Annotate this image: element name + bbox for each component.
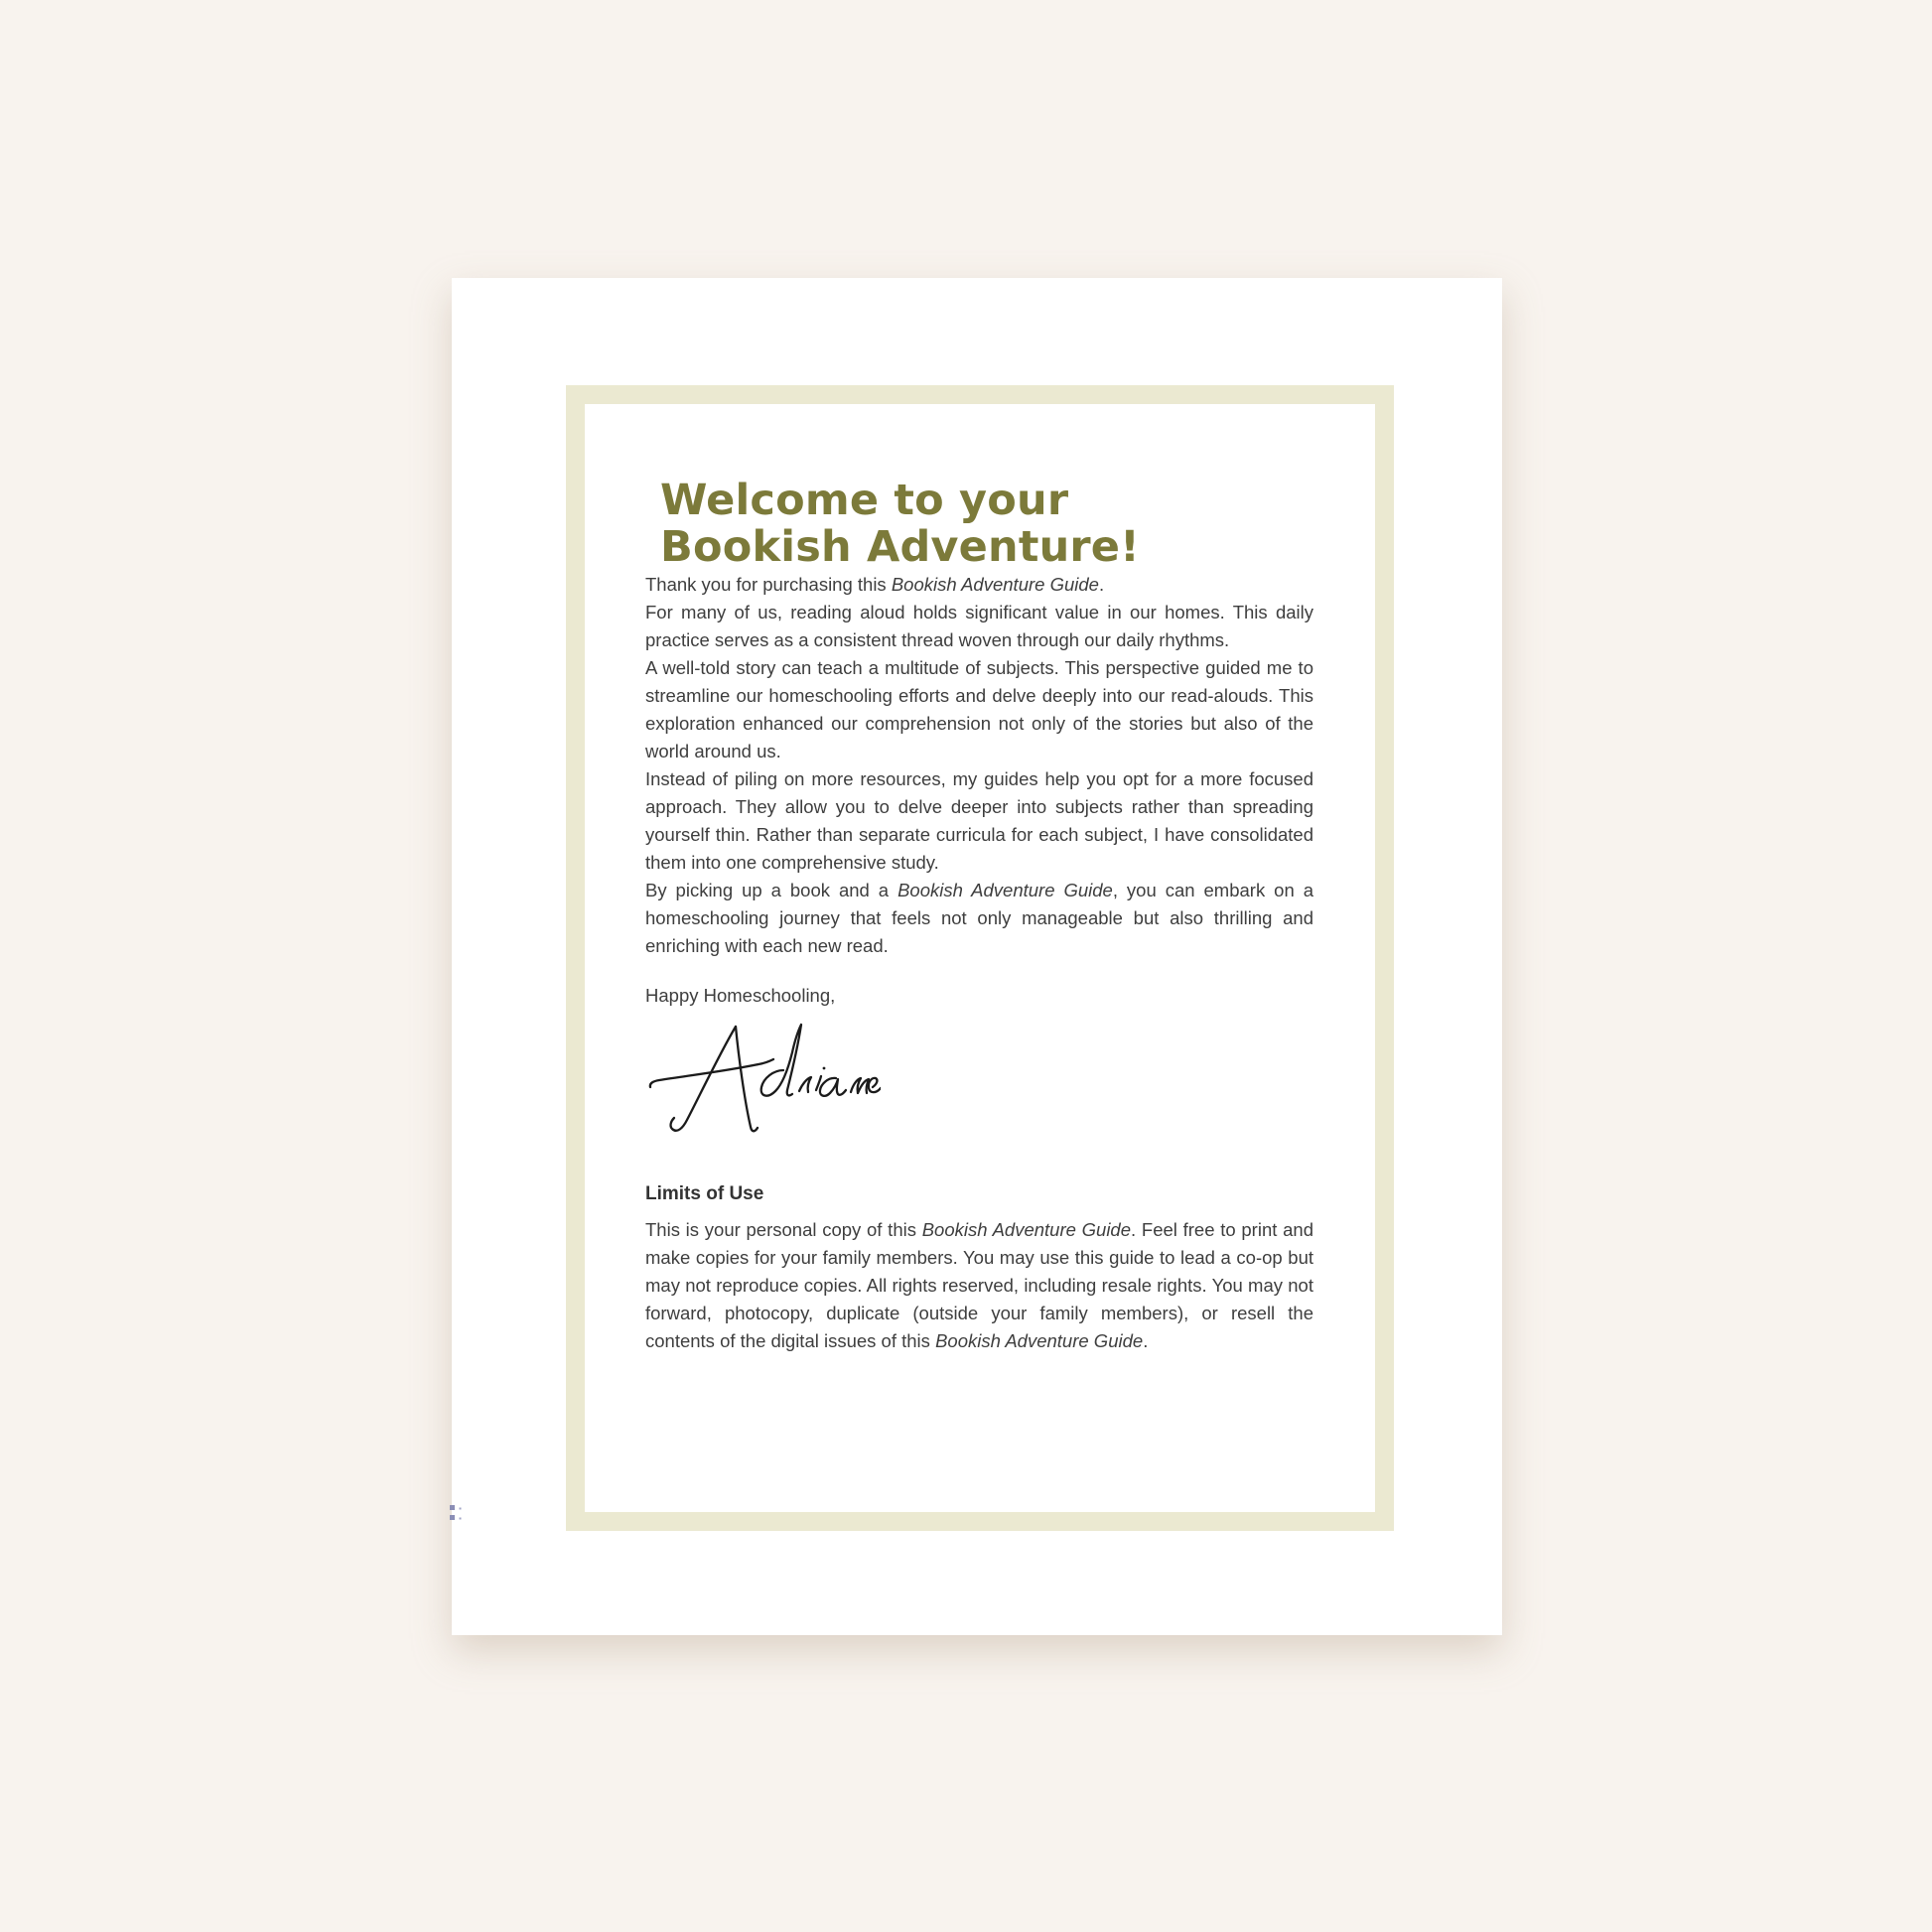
decorative-frame (566, 385, 1394, 1531)
limits-of-use-heading: Limits of Use (645, 1183, 764, 1204)
title-line-2: Bookish Adventure! (660, 522, 1140, 572)
closing-line: Happy Homeschooling, (645, 985, 836, 1006)
signature (647, 1020, 881, 1137)
document-page (452, 278, 1502, 1635)
paragraph-thank-you: Thank you for purchasing this Bookish Adventure Guide. (645, 574, 1105, 595)
limits-of-use-paragraph: This is your personal copy of this Bookish Adventure Guide. Feel free to print and make copies for your family members. You may use this guide to lead a co-op but may not reproduce copies. All rights reserved, including resale rights. You may not forward, photocopy, duplicate (outside your family members), or resell the contents of the digital issues of this Bookish Adventure Guide. (645, 1219, 1313, 1351)
handwritten-signature-icon (647, 1020, 881, 1137)
paragraph-embark: By picking up a book and a Bookish Adventure Guide, you can embark on a homeschooling journey that feels not only manageable but also thrilling and enriching with each new read. (645, 880, 1313, 956)
dot-row (450, 1505, 455, 1510)
dot-row (450, 1515, 455, 1520)
paragraph-well-told-story: A well-told story can teach a multitude of subjects. This perspective guided me to streamline our homeschooling efforts and delve deeply into our read-alouds. This exploration enhanced our comprehension not only of the stories but also of the world around us. (645, 657, 1313, 761)
page-title (660, 478, 1313, 571)
title-line-1: Welcome to your (660, 476, 1069, 525)
letter-content (585, 404, 1375, 1512)
tiny-dots-artifact-icon (450, 1505, 464, 1527)
paragraph-reading-aloud: For many of us, reading aloud holds significant value in our homes. This daily practice serves as a consistent thread woven through our daily rhythms. (645, 602, 1313, 650)
paragraph-focused-approach: Instead of piling on more resources, my guides help you opt for a more focused approach. They allow you to delve deeper into subjects rather than spreading yourself thin. Rather than separate curricula for each subject, I have consolidated them into one comprehensive study. (645, 768, 1313, 873)
